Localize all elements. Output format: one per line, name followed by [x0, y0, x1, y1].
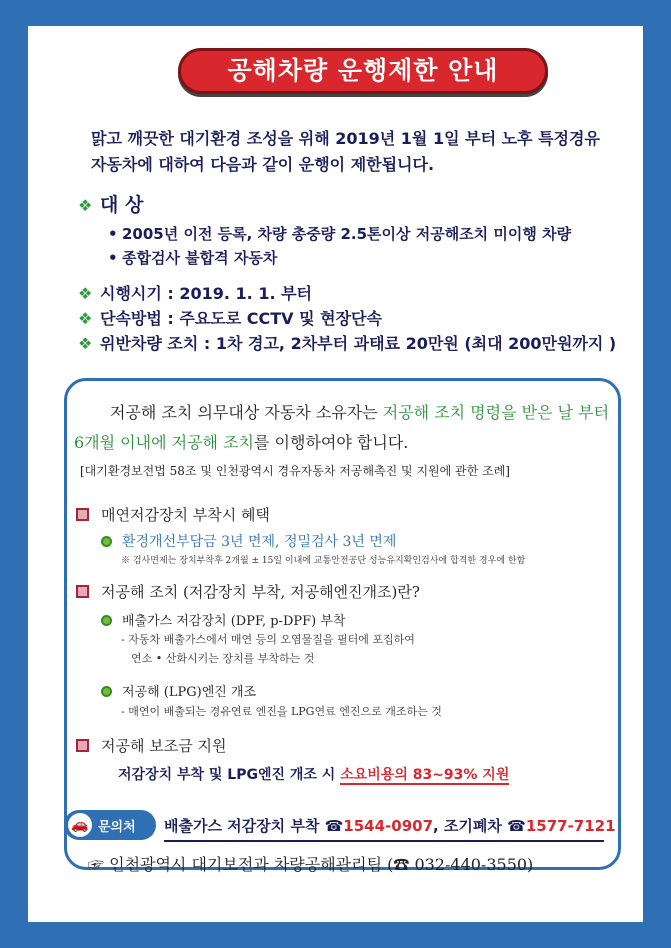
intro-line-2: 자동차에 대하여 다음과 같이 운행이 제한됩니다.	[91, 155, 435, 174]
dpf-note-2: 연소 • 산화시키는 장치를 부착하는 것	[131, 652, 315, 665]
phone-number-2: 1577-7121	[525, 817, 616, 835]
section-benefit: 매연저감장치 부착시 혜택	[76, 504, 270, 525]
dpf-note-1: - 자동차 배출가스에서 매연 등의 오염물질을 필터에 포집하여	[121, 633, 415, 646]
obligation-line-2: 6개월 이내에 저공해 조치를 이행하여야 합니다.	[74, 433, 409, 452]
intro-text	[91, 126, 631, 178]
target-item: • 종합검사 불합격 자동차	[108, 249, 278, 267]
page-title: 공해차량 운행제한 안내	[178, 48, 548, 94]
target-heading: ❖ 대 상	[78, 194, 144, 216]
contact-row	[64, 808, 614, 842]
lpg-note: - 매연이 배출되는 경유연료 엔진을 LPG연료 엔진으로 개조하는 것	[121, 705, 442, 718]
square-bullet-icon	[76, 508, 89, 521]
square-bullet-icon	[76, 739, 89, 752]
contact-text: 배출가스 저감장치 부착 ☎1544-0907, 조기폐차 ☎1577-7121	[164, 817, 616, 835]
diamond-icon: ❖	[78, 309, 93, 328]
section-definition: 저공해 조치 (저감장치 부착, 저공해엔진개조)란?	[76, 581, 420, 602]
pointing-hand-icon: ☞	[88, 855, 105, 874]
circle-bullet-icon	[101, 536, 112, 547]
phone-number-1: 1544-0907	[343, 817, 434, 835]
intro-line-1: 맑고 깨끗한 대기환경 조성을 위해 2019년 1월 1일 부터 노후 특정경유	[91, 129, 600, 148]
law-reference: [대기환경보전법 58조 및 인천광역시 경유자동차 저공해촉진 및 지원에 관한 조례]	[80, 464, 510, 478]
circle-bullet-icon	[101, 615, 112, 626]
info-enforcement: ❖ 단속방법 : 주요도로 CCTV 및 현장단속	[78, 309, 382, 328]
bullet-icon: •	[108, 225, 118, 243]
section-subsidy: 저공해 보조금 지원	[76, 735, 226, 756]
car-icon: 🚗	[68, 813, 92, 837]
bullet-icon: •	[108, 249, 118, 267]
target-item: • 2005년 이전 등록, 차량 총중량 2.5톤이상 저공해조치 미이행 차량	[108, 225, 572, 243]
info-penalty: ❖ 위반차량 조치 : 1차 경고, 2차부터 과태료 20만원 (최대 200만원까지 )	[78, 334, 617, 353]
benefit-note: ※ 검사면제는 장치부착후 2개월 ± 15일 이내에 교통안전공단 성능유지확인검사에 합격한 경우에 한함	[121, 556, 526, 566]
subsidy-text: 저감장치 부착 및 LPG엔진 개조 시 소요비용의 83~93% 지원	[118, 767, 510, 783]
diamond-icon: ❖	[78, 284, 93, 303]
inquiry-label: 문의처	[98, 820, 136, 835]
diamond-icon: ❖	[78, 334, 93, 353]
notice-sheet	[28, 26, 643, 922]
definition-dpf: 배출가스 저감장치 (DPF, p-DPF) 부착	[101, 610, 345, 629]
inquiry-badge	[64, 810, 156, 840]
obligation-line-1: 저공해 조치 의무대상 자동차 소유자는 저공해 조치 명령을 받은 날 부터	[110, 403, 610, 422]
diamond-icon: ❖	[78, 196, 93, 215]
benefit-item: 환경개선부담금 3년 면제, 정밀검사 3년 면제	[101, 531, 396, 551]
phone-icon: ☎	[507, 817, 526, 835]
definition-lpg: 저공해 (LPG)엔진 개조	[101, 681, 256, 700]
info-start-date: ❖ 시행시기 : 2019. 1. 1. 부터	[78, 284, 313, 303]
square-bullet-icon	[76, 585, 89, 598]
circle-bullet-icon	[101, 686, 112, 697]
contact-underline	[164, 840, 604, 842]
phone-icon: ☎	[324, 817, 344, 835]
footer-contact: ☞ 인천광역시 대기보전과 차량공해관리팀 (☎ 032-440-3550)	[88, 855, 534, 874]
